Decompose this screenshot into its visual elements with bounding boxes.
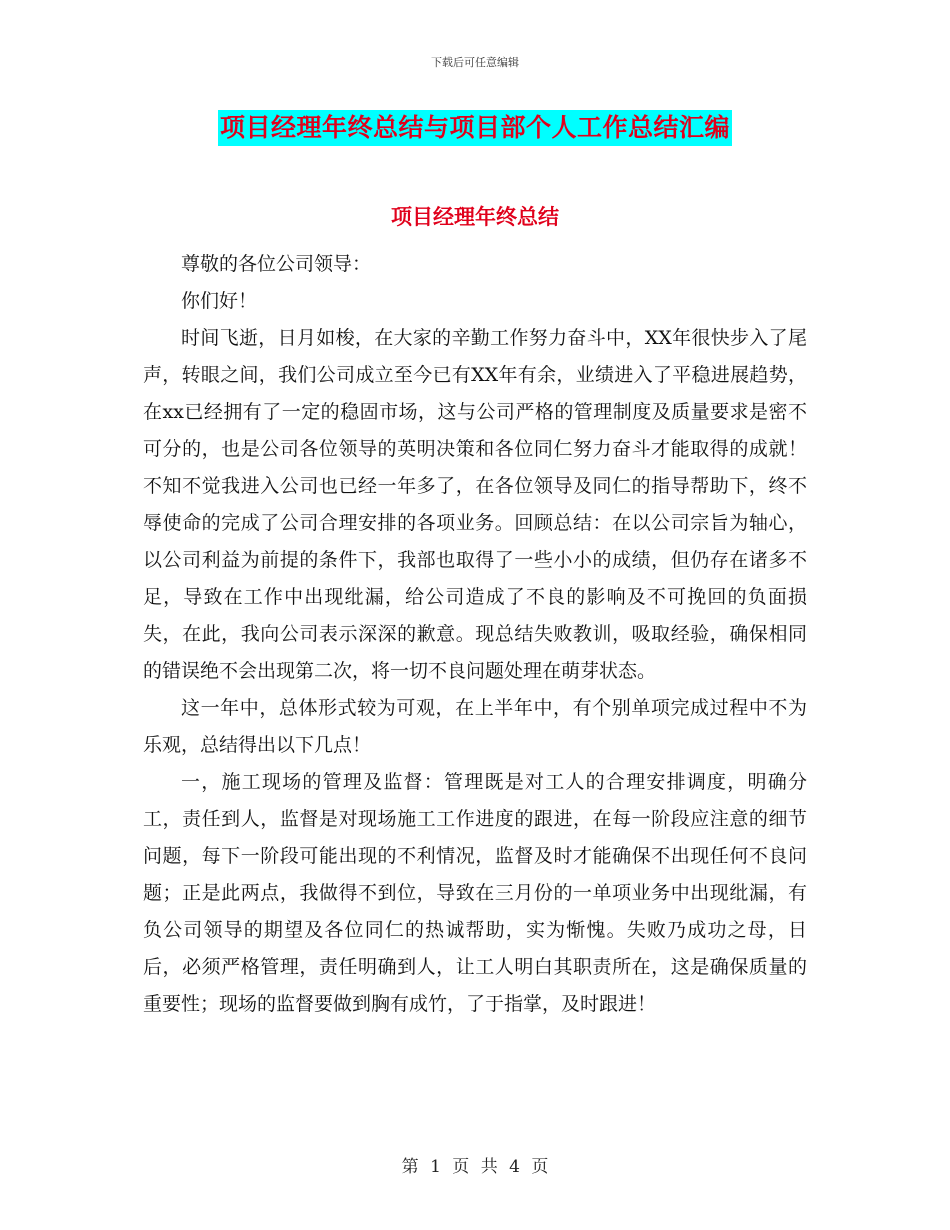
- body-paragraph: 时间飞逝，日月如梭，在大家的辛勤工作努力奋斗中，XX年很快步入了尾声，转眼之间，我们公司成立至今已有XX年有余，业绩进入了平稳进展趋势，在xx已经拥有了一定的稳固市场，这与公司严格的管理制度及质量要求是密不可分的，也是公司各位领导的英明决策和各位同仁努力奋斗才能取得的成就！不知不觉我进入公司也已经一年多了，在各位领导及同仁的指导帮助下，终不辱使命的完成了公司合理安排的各项业务。回顾总结：在以公司宗旨为轴心，以公司利益为前提的条件下，我部也取得了一些小小的成绩，但仍存在诸多不足，导致在工作中出现纰漏，给公司造成了不良的影响及不可挽回的负面损失，在此，我向公司表示深深的歉意。现总结失败教训，吸取经验，确保相同的错误绝不会出现第二次，将一切不良问题处理在萌芽状态。: [143, 327, 807, 682]
- document-body: [143, 246, 807, 1023]
- salutation: 尊敬的各位公司领导：: [181, 253, 372, 275]
- body-paragraph: 这一年中，总体形式较为可观，在上半年中，有个别单项完成过程中不为乐观，总结得出以下几点！: [143, 697, 807, 756]
- document-title: 项目经理年终总结与项目部个人工作总结汇编: [218, 110, 732, 146]
- page-header-note: 下载后可任意编辑: [431, 56, 519, 69]
- page-number: 第 1 页 共 4 页: [401, 1157, 549, 1177]
- body-paragraph: 一，施工现场的管理及监督：管理既是对工人的合理安排调度，明确分工，责任到人，监督是对现场施工工作进度的跟进，在每一阶段应注意的细节问题，每下一阶段可能出现的不利情况，监督及时才能确保不出现任何不良问题；正是此两点，我做得不到位，导致在三月份的一单项业务中出现纰漏，有负公司领导的期望及各位同仁的热诚帮助，实为惭愧。失败乃成功之母，日后，必须严格管理，责任明确到人，让工人明白其职责所在，这是确保质量的重要性；现场的监督要做到胸有成竹，了于指掌，及时跟进！: [143, 771, 807, 1015]
- greeting: 你们好！: [181, 290, 258, 312]
- document-title-wrapper: [0, 110, 950, 146]
- section-title: 项目经理年终总结: [391, 205, 559, 229]
